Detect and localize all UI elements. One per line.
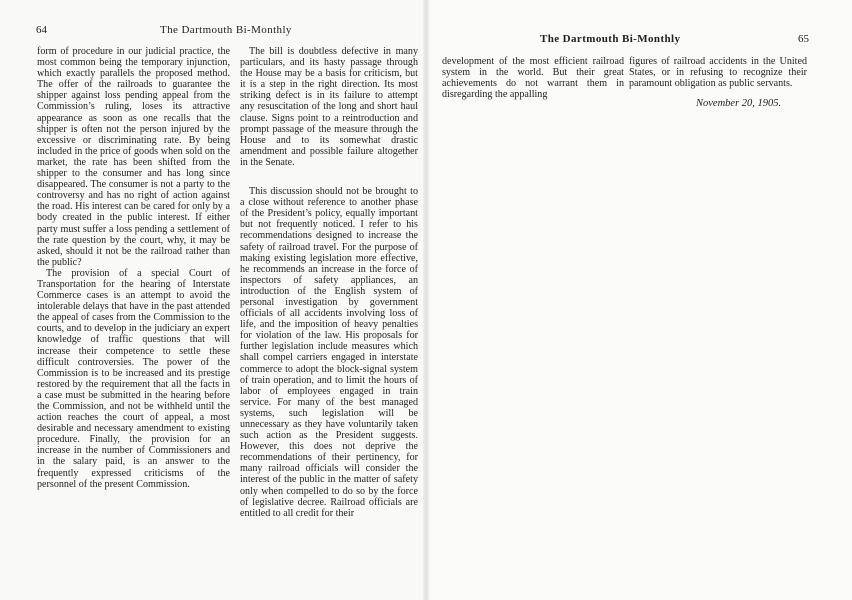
left-page-column-2 (240, 46, 418, 519)
date-line: November 20, 1905. (696, 98, 782, 109)
right-page-column-1 (442, 56, 624, 100)
page-gutter (423, 0, 429, 600)
paragraph: form of procedure in our judicial practice, the most common being the temporary injunction, which exactly parallels the proposed method. The offer of the railroads to guarantee the shipper against loss pending appeal from the Commission’s ruling, loses its attractive appearance as soon as one recalls that the shipper is often not the person injured by the excessive or discriminating rate. By being included in the price of goods when sold on the market, the rate has been shifted from the shipper to the consumer and has long since disappeared. The consumer is not a party to the controversy and has no right of action against the road. His interest can be cared for only by a body created in the public interest. If either party must suffer a loss pending a settlement of the rate question by the court, why, it may be asked, should it not be the railroad rather than the public? (37, 46, 230, 268)
paragraph: The provision of a special Court of Transportation for the hearing of Interstate Commerce cases is an attempt to avoid the intolerable delays that have in the past attended the appeal of cases from the Commission to the courts, and to develop in the judiciary an expert knowledge of traffic questions that will increase their competence to settle these difficult controversies. The power of the Commission is to be increased and its prestige restored by the requirement that all the facts in a case must be submitted in the hearing before the Commission, and not be withheld until the action reaches the court of appeal, a most desirable and necessary amendment to existing procedure. Finally, the provision for an increase in the number of Commissioners and in the salary paid, is an answer to the frequently expressed criticisms of the personnel of the present Commission. (37, 267, 230, 490)
right-page (426, 0, 852, 600)
section-gap (240, 168, 418, 186)
left-page-column-1 (37, 46, 230, 490)
page-number-right: 65 (798, 33, 809, 45)
right-page-column-2 (629, 56, 807, 89)
running-header-left: The Dartmouth Bi-Monthly (160, 24, 292, 36)
paragraph: This discussion should not be brought to a close without reference to another phase of the President’s policy, equally important but not frequently noticed. I refer to his recommendations designed to increase the safety of railroad travel. For the purpose of making existing legislation more effective, he recommends an increase in the force of inspectors of safety appliances, an introduction of the English system of personal investigation by government officials of all accidents involving loss of life, and the imposition of heavy penalties for violation of the law. His proposals for further legislation include measures which shall compel carriers engaged in interstate commerce to adopt the block-signal system of train operation, and to limit the hours of labor of employees engaged in train service. For many of the best managed systems, such legislation will be unnecessary as they have voluntarily taken such action as the President suggests. However, this does not deprive the recommendations of their pertinency, for many railroad officials will consider the interest of the public in the matter of safety only when compelled to do so by the force of legislative decree. Railroad officials are entitled to all credit for their (240, 186, 418, 519)
paragraph: The bill is doubtless defective in many particulars, and its hasty passage through the House may be a basis for criticism, but it is a step in the right direction. Its most striking defect is in its failure to attempt any resuscitation of the long and short haul clause. Signs point to a reintroduction and prompt passage of the measure through the House and to its somewhat drastic amendment and possible failure altogether in the Senate. (240, 46, 418, 168)
paragraph: development of the most efficient railroad system in the world. But their great achievements do not warrant them in disregarding the appalling (442, 56, 624, 101)
paragraph: figures of railroad accidents in the United States, or in refusing to recognize their paramount obligation as public servants. (629, 56, 807, 90)
page-number-left: 64 (36, 24, 47, 36)
running-header-right: The Dartmouth Bi-Monthly (540, 33, 681, 45)
